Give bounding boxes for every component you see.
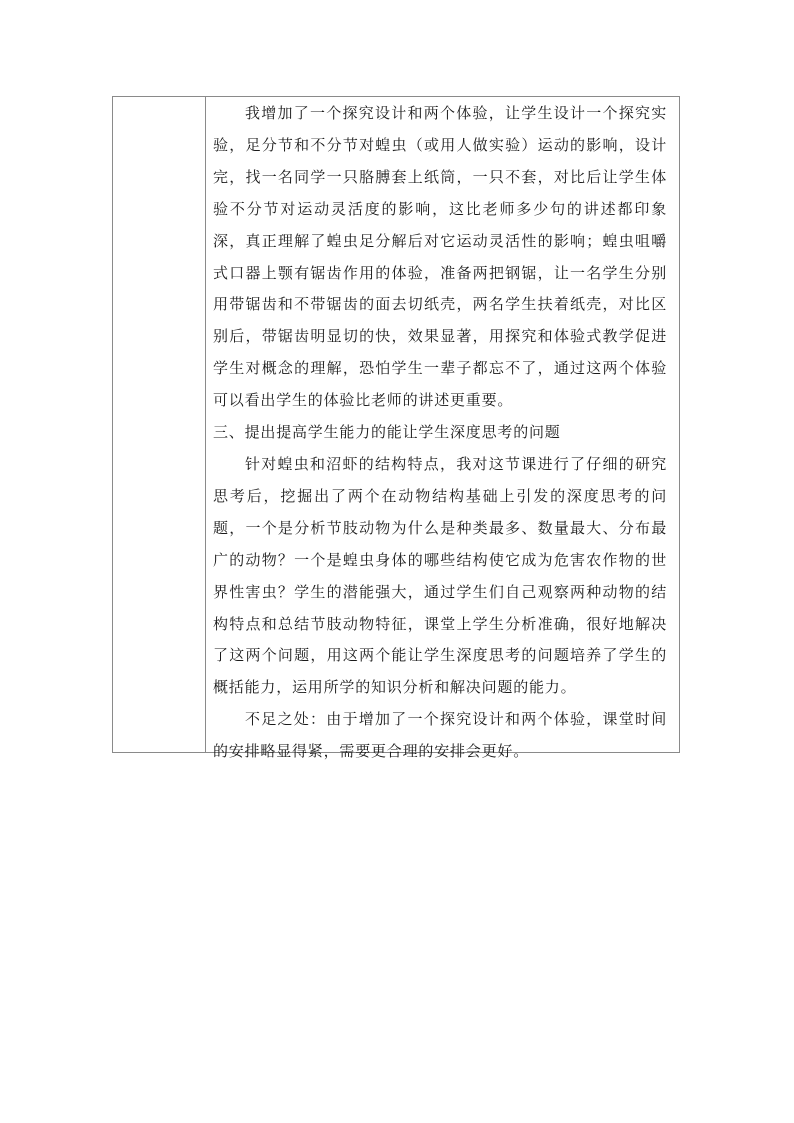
- paragraph-experiment-design: 我增加了一个探究设计和两个体验，让学生设计一个探究实验，足分节和不分节对蝗虫（或用人做实验）运动的影响，设计完，找一名同学一只胳膊套上纸筒，一只不套，对比后让学生体验不分节对运动灵活度的影响，这比老师多少句的讲述都印象深，真正理解了蝗虫足分解后对它运动灵活性的影响；蝗虫咀嚼式口器上颚有锯齿作用的体验，准备两把钢锯，让一名学生分别用带锯齿和不带锯齿的面去切纸壳，两名学生扶着纸壳，对比区别后，带锯齿明显切的快，效果显著，用探究和体验式教学促进学生对概念的理解，恐怕学生一辈子都忘不了，通过这两个体验可以看出学生的体验比老师的讲述更重要。: [213, 104, 667, 410]
- section-heading-deep-thinking: 三、提出提高学生能力的能让学生深度思考的问题: [213, 423, 561, 442]
- table-left-cell: [113, 97, 206, 752]
- reflection-table: [112, 96, 680, 761]
- table-right-cell: [206, 97, 679, 761]
- paragraph-deep-questions: 针对蝗虫和沼虾的结构特点，我对这节课进行了仔细的研究思考后，挖掘出了两个在动物结构基础上引发的深度思考的问题，一个是分析节肢动物为什么是种类最多、数量最大、分布最广的动物？一个是蝗虫身体的哪些结构使它成为危害农作物的世界性害虫？学生的潜能强大，通过学生们自己观察两种动物的结构特点和总结节肢动物特征，课堂上学生分析准确，很好地解决了这两个问题，用这两个能让学生深度思考的问题培养了学生的概括能力，运用所学的知识分析和解决问题的能力。: [213, 454, 667, 697]
- paragraph-shortcomings: 不足之处：由于增加了一个探究设计和两个体验，课堂时间的安排略显得紧，需要更合理的安排会更好。: [213, 710, 667, 761]
